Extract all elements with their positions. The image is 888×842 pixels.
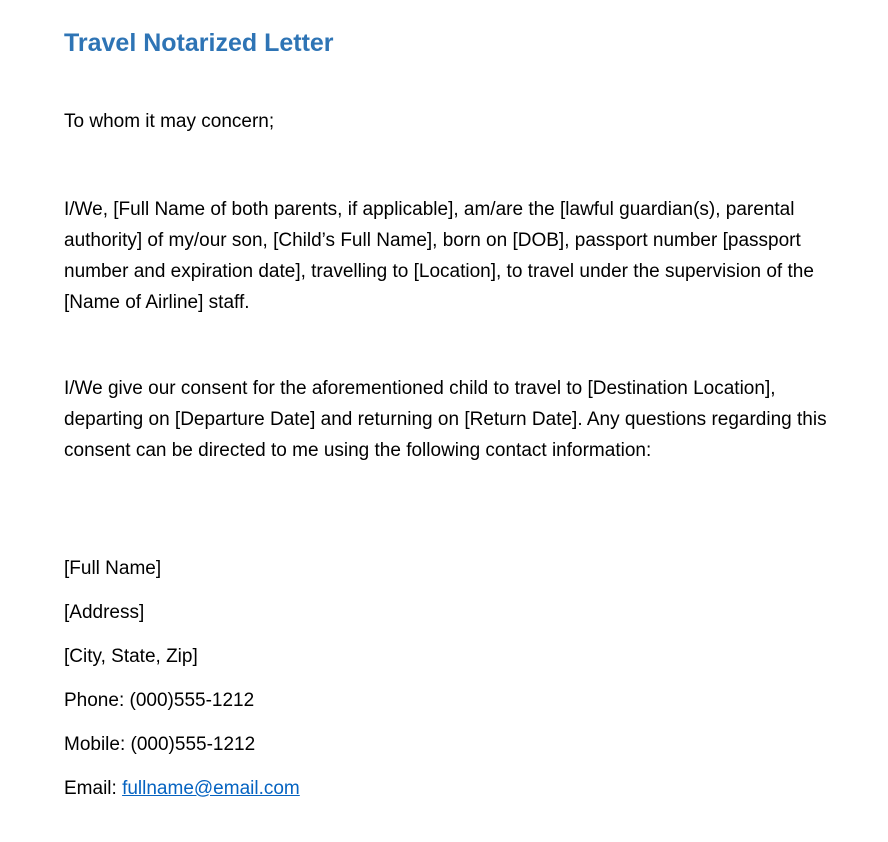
contact-address: [Address] bbox=[64, 602, 145, 623]
contact-email-line bbox=[64, 777, 300, 821]
mobile-label: Mobile: bbox=[64, 734, 126, 755]
contact-city-state-zip: [City, State, Zip] bbox=[64, 646, 198, 667]
contact-phone-line bbox=[64, 689, 300, 733]
email-label: Email: bbox=[64, 778, 117, 799]
mobile-value: (000)555-1212 bbox=[130, 734, 256, 755]
contact-mobile-line bbox=[64, 733, 300, 777]
phone-value: (000)555-1212 bbox=[129, 690, 255, 711]
consent-paragraph-1: I/We, [Full Name of both parents, if applicable], am/are the [lawful guardian(s), parental authority] of my/our son, [Child’s Full Name], born on [DOB], passport number [passport number and expiration date], travelling to [Location], to travel under the supervision of the [Name of Airline] staff. bbox=[64, 199, 814, 313]
phone-label: Phone: bbox=[64, 690, 125, 711]
salutation: To whom it may concern; bbox=[64, 111, 275, 132]
contact-full-name: [Full Name] bbox=[64, 558, 162, 579]
document-title: Travel Notarized Letter bbox=[64, 29, 334, 57]
email-link[interactable]: fullname@email.com bbox=[122, 778, 300, 799]
consent-paragraph-2: I/We give our consent for the aforementioned child to travel to [Destination Location], departing on [Departure Date] and returning on [Return Date]. Any questions regarding this consent can be directed to me using the following contact information: bbox=[64, 378, 827, 461]
contact-block bbox=[64, 557, 300, 821]
